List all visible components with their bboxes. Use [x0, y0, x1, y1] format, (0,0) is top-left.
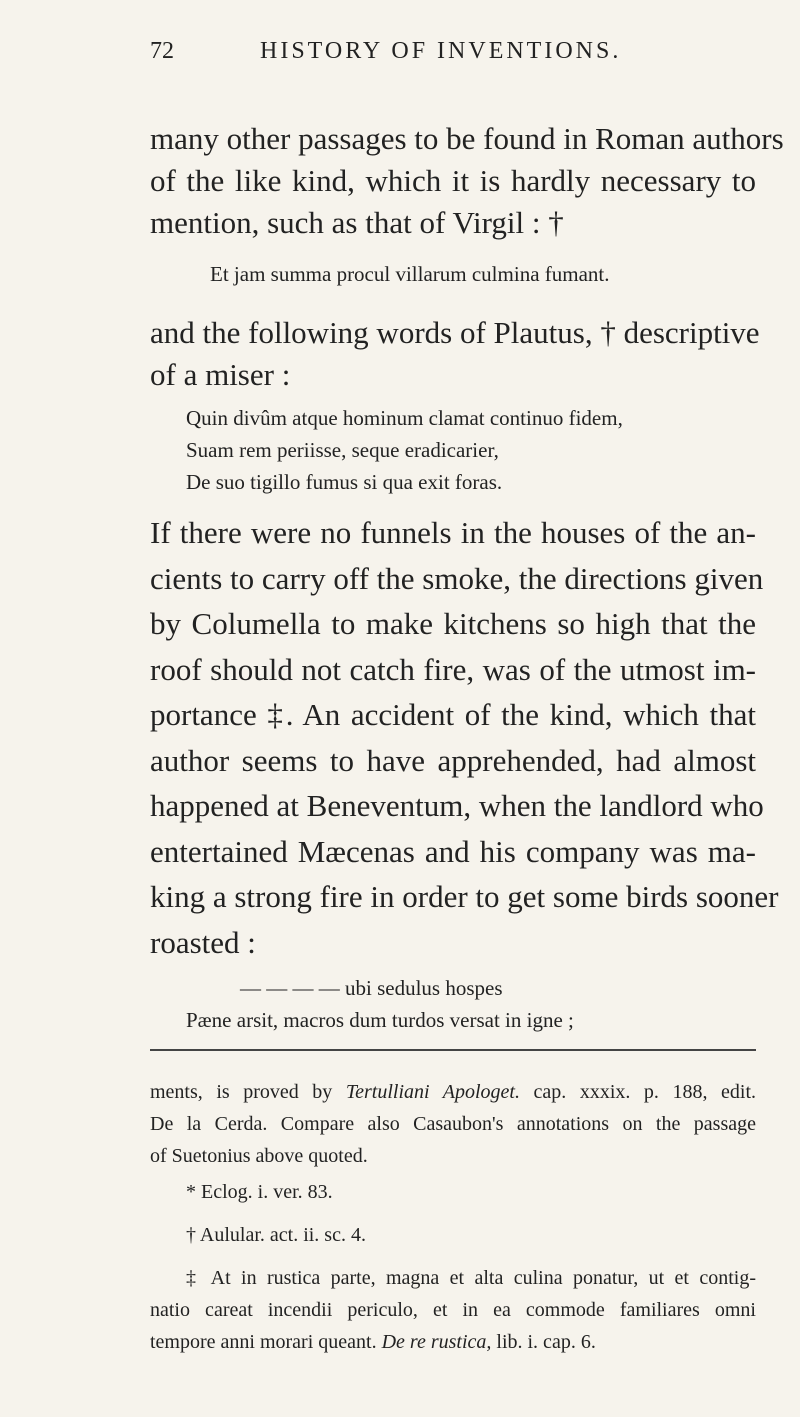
- text-line: cients to carry off the smoke, the directions given: [150, 560, 764, 596]
- footnote-continued: [150, 1076, 756, 1172]
- text-line: roasted :: [150, 924, 256, 960]
- footnote-dagger: [150, 1219, 756, 1251]
- quote-virgil: [210, 258, 780, 290]
- text-line: of a miser :: [150, 357, 291, 392]
- text-line: mention, such as that of Virgil : †: [150, 205, 564, 240]
- text-line: of the like kind, which it is hardly necessary to: [150, 163, 756, 198]
- quote-line: De suo tigillo fumus si qua exit foras.: [186, 470, 503, 494]
- text-line: by Columella to make kitchens so high that the: [150, 606, 756, 641]
- text-line: portance ‡. An accident of the kind, which that: [150, 697, 756, 732]
- paragraph-2: [150, 312, 760, 396]
- footnote-rule: [150, 1049, 756, 1051]
- text-line: author seems to have apprehended, had almost: [150, 742, 756, 778]
- quote-line: Et jam summa procul villarum culmina fumant.: [210, 262, 610, 286]
- text-line: happened at Beneventum, when the landlord who: [150, 788, 764, 823]
- footnote-line: De la Cerda. Compare also Casaubon's annotations on the passage: [150, 1113, 756, 1135]
- footnote-line: natio careat incendii periculo, et in ea commode familiares omni: [150, 1299, 756, 1321]
- quote-plautus: [186, 402, 756, 498]
- text-line: king a strong fire in order to get some birds sooner: [150, 879, 779, 914]
- footnote-line: of Suetonius above quoted.: [150, 1145, 368, 1167]
- footnote-star: [150, 1176, 756, 1208]
- running-title: HISTORY OF INVENTIONS.: [260, 38, 622, 64]
- quote-line: Suam rem periisse, seque eradicarier,: [186, 438, 499, 462]
- text-line: roof should not catch fire, was of the utmost im-: [150, 651, 756, 687]
- text-line: If there were no funnels in the houses of the an-: [150, 515, 756, 550]
- footnote-line: tempore anni morari queant. De re rustica, lib. i. cap. 6.: [150, 1331, 596, 1353]
- footnote-line: ments, is proved by Tertulliani Apologet. cap. xxxix. p. 188, edit.: [150, 1081, 756, 1103]
- footnote-line: ‡ At in rustica parte, magna et alta culina ponatur, ut et contig-: [186, 1267, 756, 1289]
- quote-line: Pæne arsit, macros dum turdos versat in igne ;: [186, 1008, 574, 1032]
- footnote-line: † Aulular. act. ii. sc. 4.: [186, 1224, 366, 1246]
- quote-line: Quin divûm atque hominum clamat continuo fidem,: [186, 406, 623, 430]
- text-line: and the following words of Plautus, † descriptive: [150, 315, 760, 350]
- page-number: 72: [150, 38, 174, 64]
- paragraph-3: [150, 510, 779, 965]
- footnote-double-dagger: [150, 1262, 756, 1358]
- text-line: entertained Mæcenas and his company was ma-: [150, 833, 756, 869]
- paragraph-1: [150, 118, 784, 244]
- quote-horace: [186, 972, 800, 1036]
- text-line: many other passages to be found in Roman authors: [150, 121, 784, 156]
- quote-line: — — — — ubi sedulus hospes: [240, 976, 503, 1000]
- footnote-line: * Eclog. i. ver. 83.: [186, 1181, 333, 1203]
